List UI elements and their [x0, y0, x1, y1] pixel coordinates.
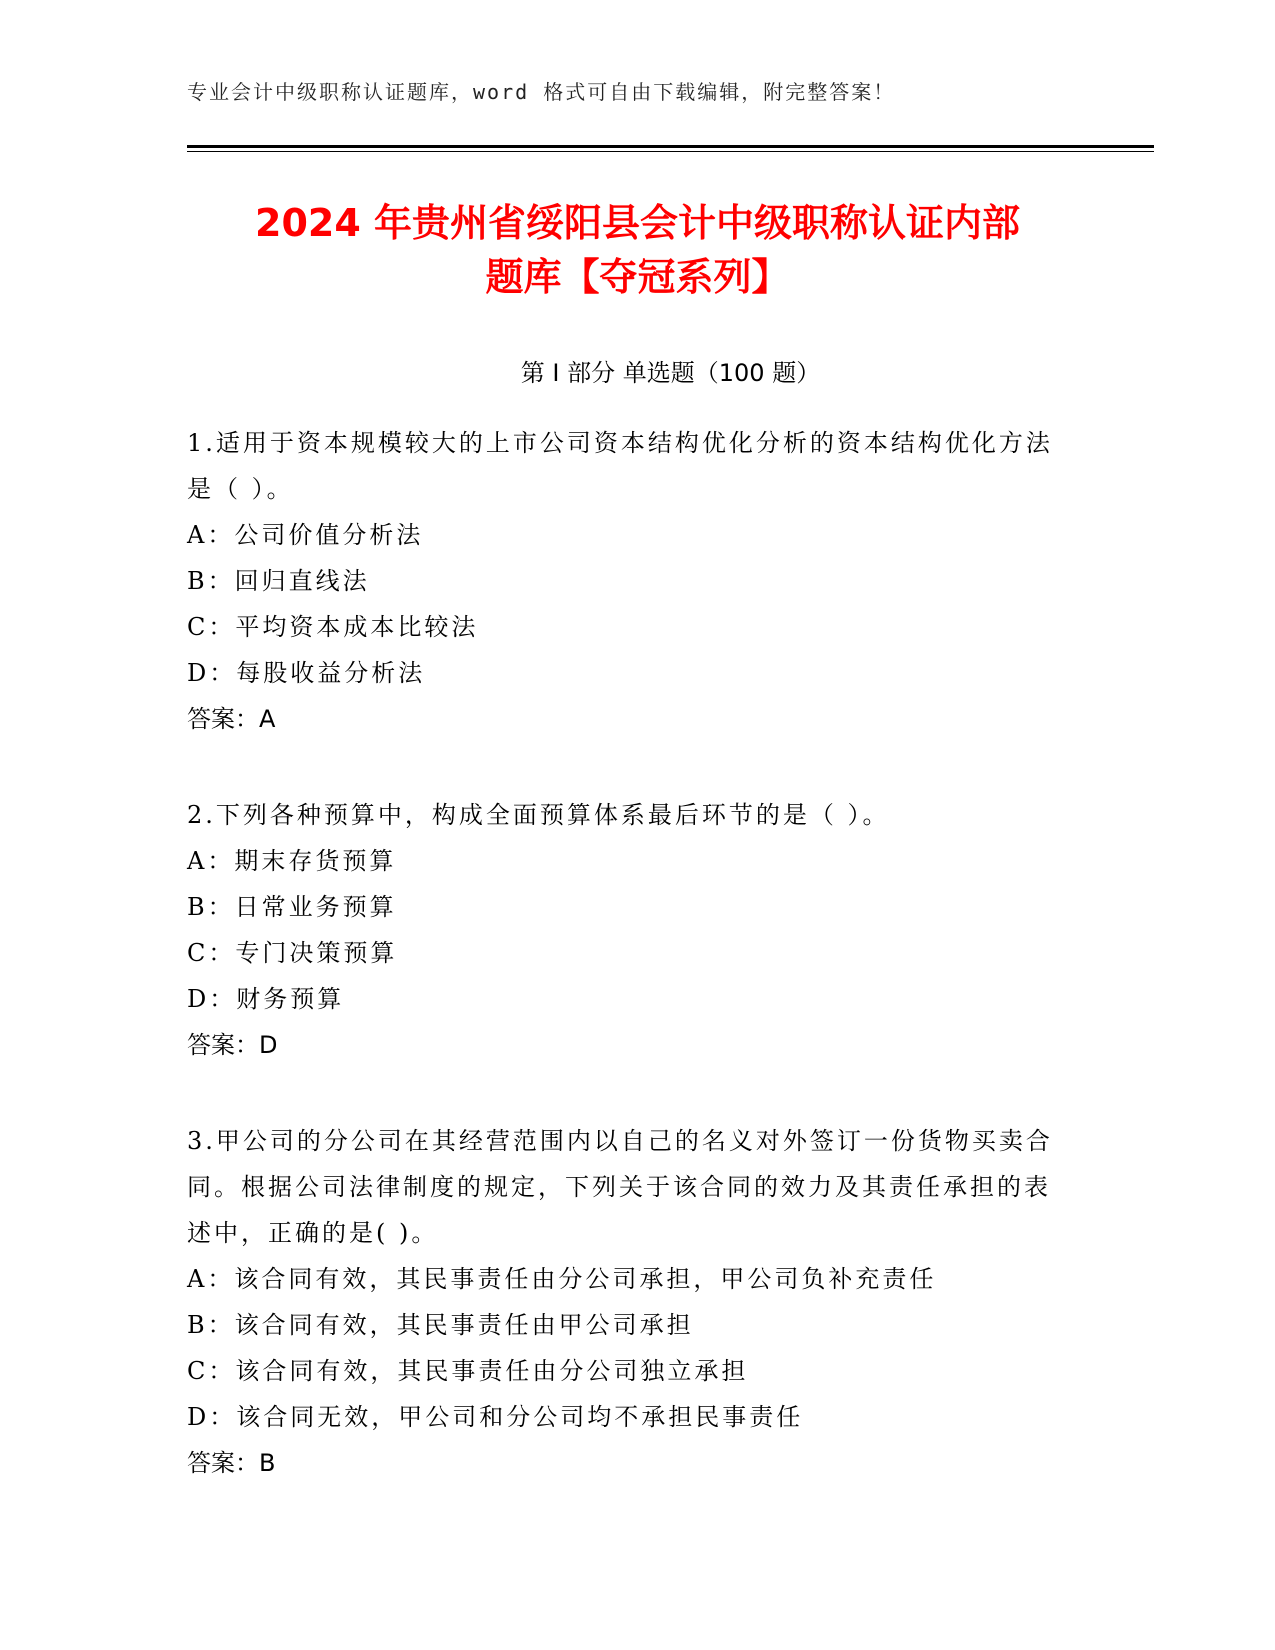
- option-a: A：公司价值分析法: [187, 521, 424, 549]
- question-stem: 3.甲公司的分公司在其经营范围内以自己的名义对外签订一份货物买卖合同。根据公司法律制度的规定，下列关于该合同的效力及其责任承担的表述中，正确的是( )。: [187, 1127, 1053, 1247]
- answer: 答案：B: [187, 1449, 276, 1477]
- option-d: D：该合同无效，甲公司和分公司均不承担民事责任: [187, 1403, 804, 1431]
- question-3: [187, 1118, 1067, 1486]
- answer: 答案：D: [187, 1031, 278, 1059]
- option-a: A：期末存货预算: [187, 847, 397, 875]
- question-1: [187, 420, 1067, 742]
- header-rule-thick: [187, 145, 1154, 148]
- section-title: 第 I 部分 单选题（100 题）: [520, 359, 821, 387]
- option-c: C：平均资本成本比较法: [187, 613, 479, 641]
- option-c: C：该合同有效，其民事责任由分公司独立承担: [187, 1357, 749, 1385]
- option-b: B：日常业务预算: [187, 893, 397, 921]
- option-d: D：财务预算: [187, 985, 345, 1013]
- option-b: B：该合同有效，其民事责任由甲公司承担: [187, 1311, 694, 1339]
- question-stem: 1.适用于资本规模较大的上市公司资本结构优化分析的资本结构优化方法是（ ）。: [187, 429, 1053, 503]
- document-title-line2: 题库【夺冠系列】: [485, 255, 790, 299]
- document-title: [150, 196, 1125, 304]
- answer: 答案：A: [187, 705, 276, 733]
- option-a: A：该合同有效，其民事责任由分公司承担，甲公司负补充责任: [187, 1265, 937, 1293]
- question-2: [187, 792, 1067, 1068]
- document-title-line1: 2024 年贵州省绥阳县会计中级职称认证内部: [255, 201, 1020, 245]
- header-note: 专业会计中级职称认证题库，word 格式可自由下载编辑，附完整答案！: [187, 80, 896, 104]
- header-rule-thin: [187, 151, 1154, 152]
- question-stem: 2.下列各种预算中，构成全面预算体系最后环节的是（ ）。: [187, 801, 890, 829]
- option-b: B：回归直线法: [187, 567, 370, 595]
- option-c: C：专门决策预算: [187, 939, 398, 967]
- option-d: D：每股收益分析法: [187, 659, 426, 687]
